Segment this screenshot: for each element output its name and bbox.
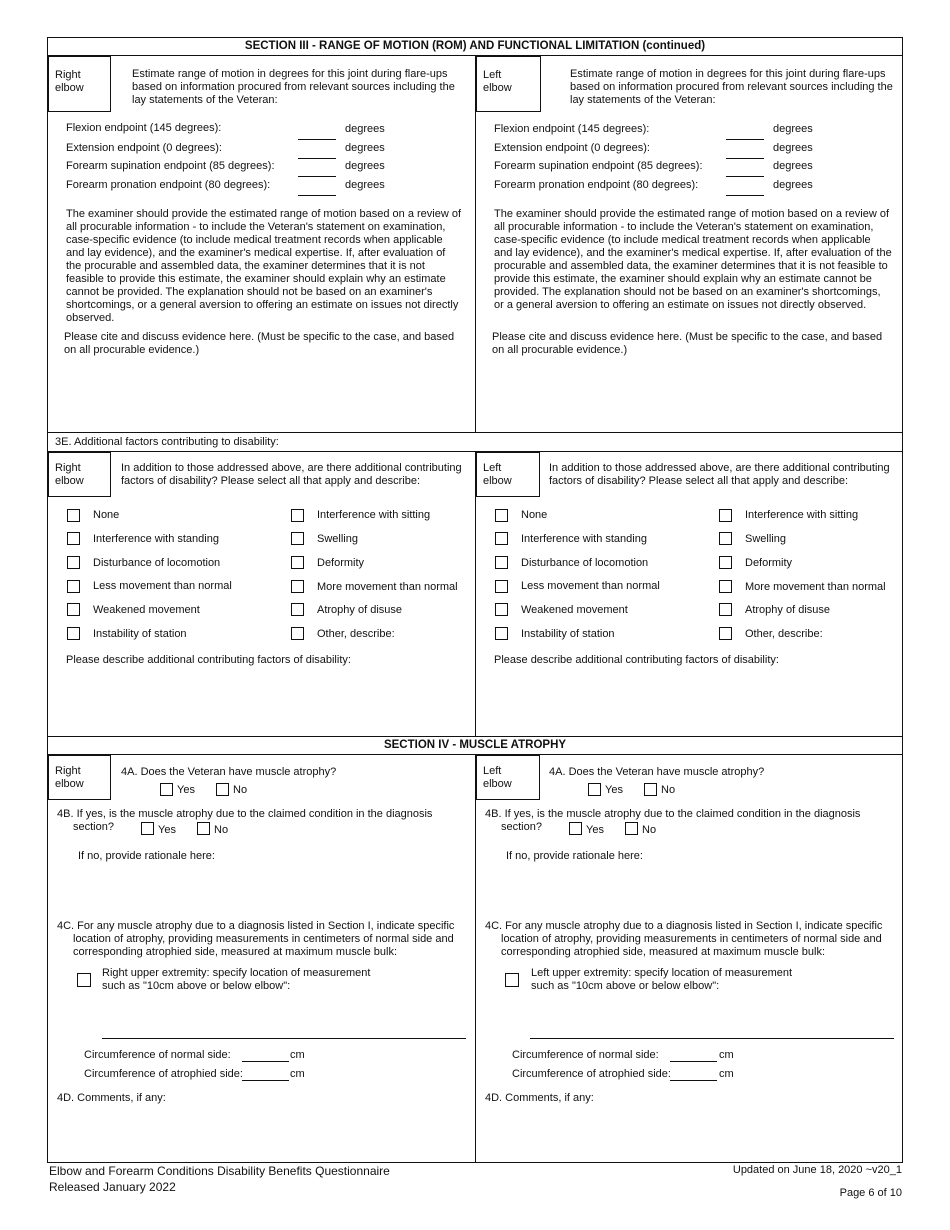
- left-pronation-unit: degrees: [773, 179, 813, 191]
- left-q4d-label: 4D. Comments, if any:: [485, 1092, 594, 1104]
- right-q4b-no-label: No: [214, 824, 229, 836]
- left-describe-field[interactable]: [488, 670, 896, 732]
- right-describe-prompt: Please describe additional contributing factors of disability:: [66, 654, 351, 666]
- left-location-field[interactable]: [530, 1038, 894, 1039]
- left-supination-field[interactable]: [726, 176, 764, 177]
- left-extremity-label: Left upper extremity: specify location of measurement: [531, 967, 793, 979]
- left-factor-swelling-checkbox[interactable]: [719, 532, 732, 545]
- right-factor-more-movement-label: More movement than normal: [317, 581, 458, 593]
- left-factor-sitting-checkbox[interactable]: [719, 509, 732, 522]
- left-q4a-no-checkbox[interactable]: [644, 783, 657, 796]
- right-factor-less-movement-label: Less movement than normal: [93, 580, 232, 592]
- left-circ-normal-unit: cm: [719, 1049, 734, 1061]
- right-q4c-line1: 4C. For any muscle atrophy due to a diagnosis listed in Section I, indicate specific: [57, 920, 455, 932]
- right-extremity-checkbox[interactable]: [77, 973, 91, 987]
- right-q4b-no-checkbox[interactable]: [197, 822, 210, 835]
- left-rationale-field[interactable]: [502, 866, 896, 914]
- right-describe-field[interactable]: [60, 670, 468, 732]
- left-circ-atrophied-label: Circumference of atrophied side:: [512, 1068, 671, 1080]
- right-factors-prompt: In addition to those addressed above, are there additional contributing factors of disability? Please select all that apply and describe:: [121, 462, 462, 487]
- right-location-field[interactable]: [102, 1038, 466, 1039]
- right-factor-instability-label: Instability of station: [93, 628, 187, 640]
- right-flexion-field[interactable]: [298, 139, 336, 140]
- right-factor-sitting-label: Interference with sitting: [317, 509, 431, 521]
- right-factor-instability-checkbox[interactable]: [67, 627, 80, 640]
- left-comments-field[interactable]: [484, 1108, 896, 1158]
- right-factor-weakened-label: Weakened movement: [93, 604, 200, 616]
- right-circ-normal-field[interactable]: [242, 1061, 289, 1062]
- left-q4b-line1: 4B. If yes, is the muscle atrophy due to the claimed condition in the diagnosis: [485, 808, 861, 820]
- right-circ-atrophied-field[interactable]: [242, 1080, 289, 1081]
- left-measure-example: such as "10cm above or below elbow":: [531, 980, 720, 992]
- left-extension-label: Extension endpoint (0 degrees):: [494, 142, 650, 154]
- right-elbow-side-label: Right elbow: [48, 56, 111, 112]
- left-extension-field[interactable]: [726, 158, 764, 159]
- left-rationale-label: If no, provide rationale here:: [506, 850, 643, 862]
- right-extension-label: Extension endpoint (0 degrees):: [66, 142, 222, 154]
- right-supination-label: Forearm supination endpoint (85 degrees):: [66, 160, 275, 172]
- left-q4a-no-label: No: [661, 784, 676, 796]
- right-cite-field[interactable]: [60, 360, 468, 428]
- right-q4a-label: 4A. Does the Veteran have muscle atrophy?: [121, 766, 337, 778]
- right-factor-more-movement-checkbox[interactable]: [291, 580, 304, 593]
- right-q4a-yes-label: Yes: [177, 784, 195, 796]
- right-q4a-yes-checkbox[interactable]: [160, 783, 173, 796]
- left-factor-less-movement-label: Less movement than normal: [521, 580, 660, 592]
- footer-updated: Updated on June 18, 2020 ~v20_1: [732, 1164, 902, 1176]
- left-extension-unit: degrees: [773, 142, 813, 154]
- left-pronation-label: Forearm pronation endpoint (80 degrees):: [494, 179, 699, 191]
- left-examiner-note: The examiner should provide the estimated range of motion based on a review of all procurable information - to include the Veteran's statement on examination, case-specific evidence (to include medical treatment records when applicable and lay evidence), and the examiner's medical expertise. If, after evaluation of the procurable and assembled data, the examiner determines that it is not feasible to provide this estimate, the examiner should explain why an estimate cannot be provided. The explanation should not be based on an examiner's shortcomings, or a general aversion to offering an estimate on issues not directly observed.: [494, 208, 892, 311]
- left-q4a-yes-label: Yes: [605, 784, 623, 796]
- right-pronation-field[interactable]: [298, 195, 336, 196]
- left-factor-atrophy-label: Atrophy of disuse: [745, 604, 830, 616]
- left-q4b-yes-checkbox[interactable]: [569, 822, 582, 835]
- left-supination-unit: degrees: [773, 160, 813, 172]
- left-factor-deformity-label: Deformity: [745, 557, 793, 569]
- right-supination-field[interactable]: [298, 176, 336, 177]
- right-factor-standing-label: Interference with standing: [93, 533, 219, 545]
- left-factor-other-label: Other, describe:: [745, 628, 823, 640]
- left-circ-normal-label: Circumference of normal side:: [512, 1049, 659, 1061]
- left-q4c-line3: corresponding atrophied side, measured at maximum muscle bulk:: [501, 946, 826, 958]
- right-q4b-line1: 4B. If yes, is the muscle atrophy due to the claimed condition in the diagnosis: [57, 808, 433, 820]
- left-elbow-atrophy-label: Left elbow: [476, 755, 540, 800]
- right-elbow-factors-label: Right elbow: [48, 452, 111, 497]
- left-factor-swelling-label: Swelling: [745, 533, 786, 545]
- left-circ-atrophied-unit: cm: [719, 1068, 734, 1080]
- right-q4b-yes-label: Yes: [158, 824, 176, 836]
- footer-form-title: Elbow and Forearm Conditions Disability Benefits Questionnaire: [49, 1164, 390, 1178]
- left-cite-prompt: Please cite and discuss evidence here. (Must be specific to the case, and based on all procurable evidence.): [492, 331, 883, 356]
- right-factor-sitting-checkbox[interactable]: [291, 509, 304, 522]
- right-extension-unit: degrees: [345, 142, 385, 154]
- right-factor-less-movement-checkbox[interactable]: [67, 580, 80, 593]
- left-factor-none-checkbox[interactable]: [495, 509, 508, 522]
- right-q4b-line2: section?: [73, 821, 114, 833]
- right-q4c-line3: corresponding atrophied side, measured at maximum muscle bulk:: [73, 946, 398, 958]
- left-factor-standing-checkbox[interactable]: [495, 532, 508, 545]
- left-factors-prompt: In addition to those addressed above, are there additional contributing factors of disability? Please select all that apply and describe:: [549, 462, 890, 487]
- left-factor-sitting-label: Interference with sitting: [745, 509, 859, 521]
- right-factor-none-label: None: [93, 509, 120, 521]
- right-factor-atrophy-label: Atrophy of disuse: [317, 604, 402, 616]
- right-examiner-note: The examiner should provide the estimated range of motion based on a review of all procurable information - to include the Veteran's statement on examination, case-specific evidence (to include medical treatment records when applicable and lay evidence), and the examiner's medical expertise. If, after evaluation of the procurable and assembled data, the examiner determines that it is not feasible to provide this estimate, the examiner should explain why an estimate cannot be provided. The explanation should not be based on an examiner's shortcomings, or a general aversion to offering an estimate on issues not directly observed.: [66, 208, 462, 324]
- right-pronation-unit: degrees: [345, 179, 385, 191]
- right-q4d-label: 4D. Comments, if any:: [57, 1092, 166, 1104]
- right-extremity-label: Right upper extremity: specify location of measurement: [102, 967, 371, 979]
- right-elbow-atrophy-label: Right elbow: [48, 755, 111, 800]
- right-measure-example: such as "10cm above or below elbow":: [102, 980, 291, 992]
- left-factor-standing-label: Interference with standing: [521, 533, 647, 545]
- right-rationale-field[interactable]: [74, 866, 468, 914]
- left-supination-label: Forearm supination endpoint (85 degrees):: [494, 160, 703, 172]
- right-extension-field[interactable]: [298, 158, 336, 159]
- q3e-label: 3E. Additional factors contributing to disability:: [55, 436, 279, 448]
- right-circ-atrophied-label: Circumference of atrophied side:: [84, 1068, 243, 1080]
- right-pronation-label: Forearm pronation endpoint (80 degrees):: [66, 179, 271, 191]
- right-factor-locomotion-label: Disturbance of locomotion: [93, 557, 221, 569]
- right-flexion-unit: degrees: [345, 123, 385, 135]
- left-factor-instability-checkbox[interactable]: [495, 627, 508, 640]
- right-circ-normal-unit: cm: [290, 1049, 305, 1061]
- right-factor-none-checkbox[interactable]: [67, 509, 80, 522]
- footer-page-number: Page 6 of 10: [839, 1187, 902, 1199]
- left-factor-locomotion-checkbox[interactable]: [495, 556, 508, 569]
- left-factor-locomotion-label: Disturbance of locomotion: [521, 557, 649, 569]
- section-iv-title: SECTION IV - MUSCLE ATROPHY: [383, 739, 567, 751]
- right-factor-deformity-checkbox[interactable]: [291, 556, 304, 569]
- left-factor-more-movement-checkbox[interactable]: [719, 580, 732, 593]
- left-cite-field[interactable]: [488, 360, 896, 428]
- footer-released: Released January 2022: [49, 1180, 176, 1194]
- left-q4b-yes-label: Yes: [586, 824, 604, 836]
- left-extremity-checkbox[interactable]: [505, 973, 519, 987]
- right-q4a-no-label: No: [233, 784, 248, 796]
- left-flexion-label: Flexion endpoint (145 degrees):: [494, 123, 650, 135]
- left-factor-more-movement-label: More movement than normal: [745, 581, 886, 593]
- left-pronation-field[interactable]: [726, 195, 764, 196]
- right-factor-deformity-label: Deformity: [317, 557, 365, 569]
- left-factor-weakened-label: Weakened movement: [521, 604, 628, 616]
- right-factor-other-checkbox[interactable]: [291, 627, 304, 640]
- section-iii-title: SECTION III - RANGE OF MOTION (ROM) AND FUNCTIONAL LIMITATION (continued): [244, 40, 706, 52]
- right-factor-atrophy-checkbox[interactable]: [291, 603, 304, 616]
- right-factor-locomotion-checkbox[interactable]: [67, 556, 80, 569]
- left-factor-weakened-checkbox[interactable]: [495, 603, 508, 616]
- right-circ-atrophied-unit: cm: [290, 1068, 305, 1080]
- left-q4b-no-label: No: [642, 824, 657, 836]
- left-q4c-line2: location of atrophy, providing measurements in centimeters of normal side and: [501, 933, 882, 945]
- left-q4a-label: 4A. Does the Veteran have muscle atrophy?: [549, 766, 765, 778]
- left-elbow-side-label: Left elbow: [476, 56, 541, 112]
- right-factor-swelling-label: Swelling: [317, 533, 358, 545]
- left-q4c-line1: 4C. For any muscle atrophy due to a diagnosis listed in Section I, indicate specific: [485, 920, 883, 932]
- right-flexion-label: Flexion endpoint (145 degrees):: [66, 122, 222, 134]
- right-q4a-no-checkbox[interactable]: [216, 783, 229, 796]
- left-q4b-line2: section?: [501, 821, 542, 833]
- left-factor-instability-label: Instability of station: [521, 628, 615, 640]
- right-rationale-label: If no, provide rationale here:: [78, 850, 215, 862]
- left-factor-atrophy-checkbox[interactable]: [719, 603, 732, 616]
- left-q4b-no-checkbox[interactable]: [625, 822, 638, 835]
- right-supination-unit: degrees: [345, 160, 385, 172]
- right-q4c-line2: location of atrophy, providing measurements in centimeters of normal side and: [73, 933, 454, 945]
- left-q4a-yes-checkbox[interactable]: [588, 783, 601, 796]
- left-elbow-factors-label: Left elbow: [476, 452, 540, 497]
- left-factor-less-movement-checkbox[interactable]: [495, 580, 508, 593]
- left-factor-none-label: None: [521, 509, 548, 521]
- left-flexion-field[interactable]: [726, 139, 764, 140]
- right-cite-prompt: Please cite and discuss evidence here. (Must be specific to the case, and based on all procurable evidence.): [64, 331, 455, 356]
- right-factor-other-label: Other, describe:: [317, 628, 395, 640]
- right-q4b-yes-checkbox[interactable]: [141, 822, 154, 835]
- right-factor-standing-checkbox[interactable]: [67, 532, 80, 545]
- left-describe-prompt: Please describe additional contributing factors of disability:: [494, 654, 779, 666]
- right-factor-swelling-checkbox[interactable]: [291, 532, 304, 545]
- left-factor-other-checkbox[interactable]: [719, 627, 732, 640]
- left-circ-atrophied-field[interactable]: [670, 1080, 717, 1081]
- right-flare-instruction: Estimate range of motion in degrees for this joint during flare-ups based on information procured from relevant sources including the lay statements of the Veteran:: [132, 68, 455, 106]
- left-factor-deformity-checkbox[interactable]: [719, 556, 732, 569]
- left-circ-normal-field[interactable]: [670, 1061, 717, 1062]
- left-flare-instruction: Estimate range of motion in degrees for this joint during flare-ups based on information procured from relevant sources including the lay statements of the Veteran:: [570, 68, 893, 106]
- left-flexion-unit: degrees: [773, 123, 813, 135]
- right-comments-field[interactable]: [56, 1108, 468, 1158]
- right-circ-normal-label: Circumference of normal side:: [84, 1049, 231, 1061]
- right-factor-weakened-checkbox[interactable]: [67, 603, 80, 616]
